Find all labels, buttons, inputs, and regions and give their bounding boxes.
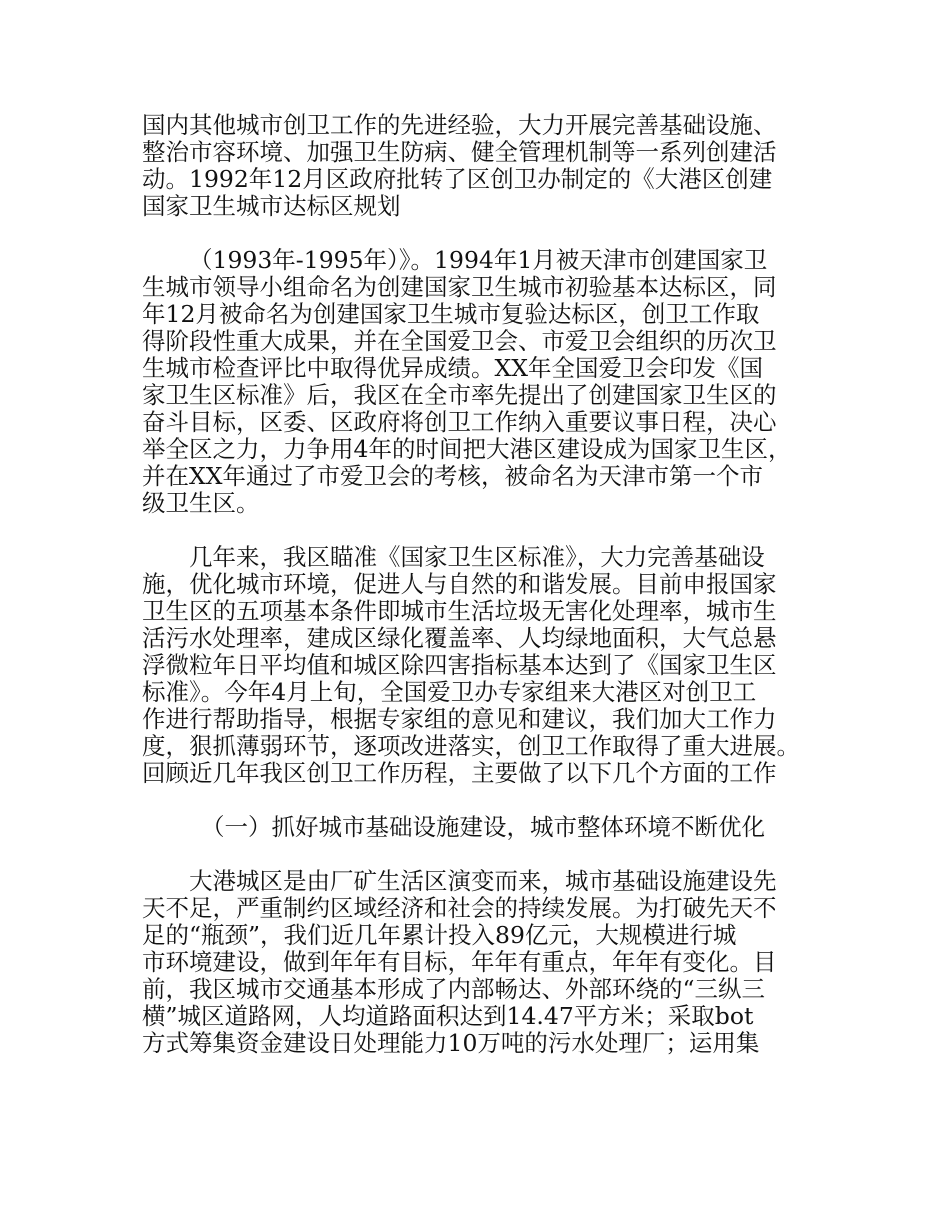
text-line: 足的“瓶颈”，我们近几年累计投入89亿元，大规模进行城 [142, 921, 737, 949]
paragraph-1 [142, 112, 842, 220]
text-line: 大港城区是由厂矿生活区演变而来，城市基础设施建设先 [189, 867, 777, 895]
section-heading-text: （一）抓好城市基础设施建设，城市整体环境不断优化 [201, 813, 765, 841]
text-line: 横”城区道路网，人均道路面积达到14.47平方米；采取bot [142, 1002, 754, 1030]
text-line: 前，我区城市交通基本形成了内部畅达、外部环绕的“三纵三 [142, 975, 766, 1003]
text-line: 年12月被命名为创建国家卫生城市复验达标区，创卫工作取 [142, 300, 760, 328]
text-line: 举全区之力，力争用4年的时间把大港区建设成为国家卫生区， [142, 435, 792, 463]
paragraph-4 [142, 868, 842, 1057]
text-line: 天不足，严重制约区域经济和社会的持续发展。为打破先天不 [142, 894, 777, 922]
text-line: 得阶段性重大成果，并在全国爱卫会、市爱卫会组织的历次卫 [142, 327, 777, 355]
text-line: 施，优化城市环境，促进人与自然的和谐发展。目前申报国家 [142, 570, 777, 598]
text-line: 生城市领导小组命名为创建国家卫生城市初验基本达标区，同 [142, 273, 777, 301]
paragraph-2 [142, 247, 842, 517]
text-line: 度，狠抓薄弱环节，逐项改进落实，创卫工作取得了重大进展。 [142, 732, 800, 760]
text-line: 活污水处理率，建成区绿化覆盖率、人均绿地面积，大气总悬 [142, 624, 777, 652]
text-line: 生城市检查评比中取得优异成绩。XX年全国爱卫会印发《国 [142, 354, 763, 382]
text-line: 几年来，我区瞄准《国家卫生区标准》，大力完善基础设 [189, 543, 765, 571]
text-line: 动。1992年12月区政府批转了区创卫办制定的《大港区创建 [142, 165, 773, 193]
section-heading [142, 814, 842, 841]
text-line: 国家卫生城市达标区规划 [142, 192, 401, 220]
text-line: 回顾近几年我区创卫工作历程，主要做了以下几个方面的工作 [142, 759, 777, 787]
text-line: 浮微粒年日平均值和城区除四害指标基本达到了《国家卫生区 [142, 651, 777, 679]
document-body [142, 112, 842, 1084]
text-line: 家卫生区标准》后，我区在全市率先提出了创建国家卫生区的 [142, 381, 777, 409]
text-line: 方式筹集资金建设日处理能力10万吨的污水处理厂；运用集 [142, 1029, 760, 1057]
text-line: （1993年-1995年）》。1994年1月被天津市创建国家卫 [189, 246, 768, 274]
paragraph-3 [142, 544, 842, 787]
text-line: 并在XX年通过了市爱卫会的考核，被命名为天津市第一个市 [142, 462, 763, 490]
text-line: 国内其他城市创卫工作的先进经验，大力开展完善基础设施、 [142, 111, 777, 139]
text-line: 卫生区的五项基本条件即城市生活垃圾无害化处理率，城市生 [142, 597, 777, 625]
text-line: 作进行帮助指导，根据专家组的意见和建议，我们加大工作力 [142, 705, 777, 733]
text-line: 奋斗目标，区委、区政府将创卫工作纳入重要议事日程，决心 [142, 408, 777, 436]
text-line: 市环境建设，做到年年有目标，年年有重点，年年有变化。目 [142, 948, 777, 976]
text-line: 标准》。今年4月上旬，全国爱卫办专家组来大港区对创卫工 [142, 678, 757, 706]
text-line: 级卫生区。 [142, 489, 260, 517]
text-line: 整治市容环境、加强卫生防病、健全管理机制等一系列创建活 [142, 138, 777, 166]
